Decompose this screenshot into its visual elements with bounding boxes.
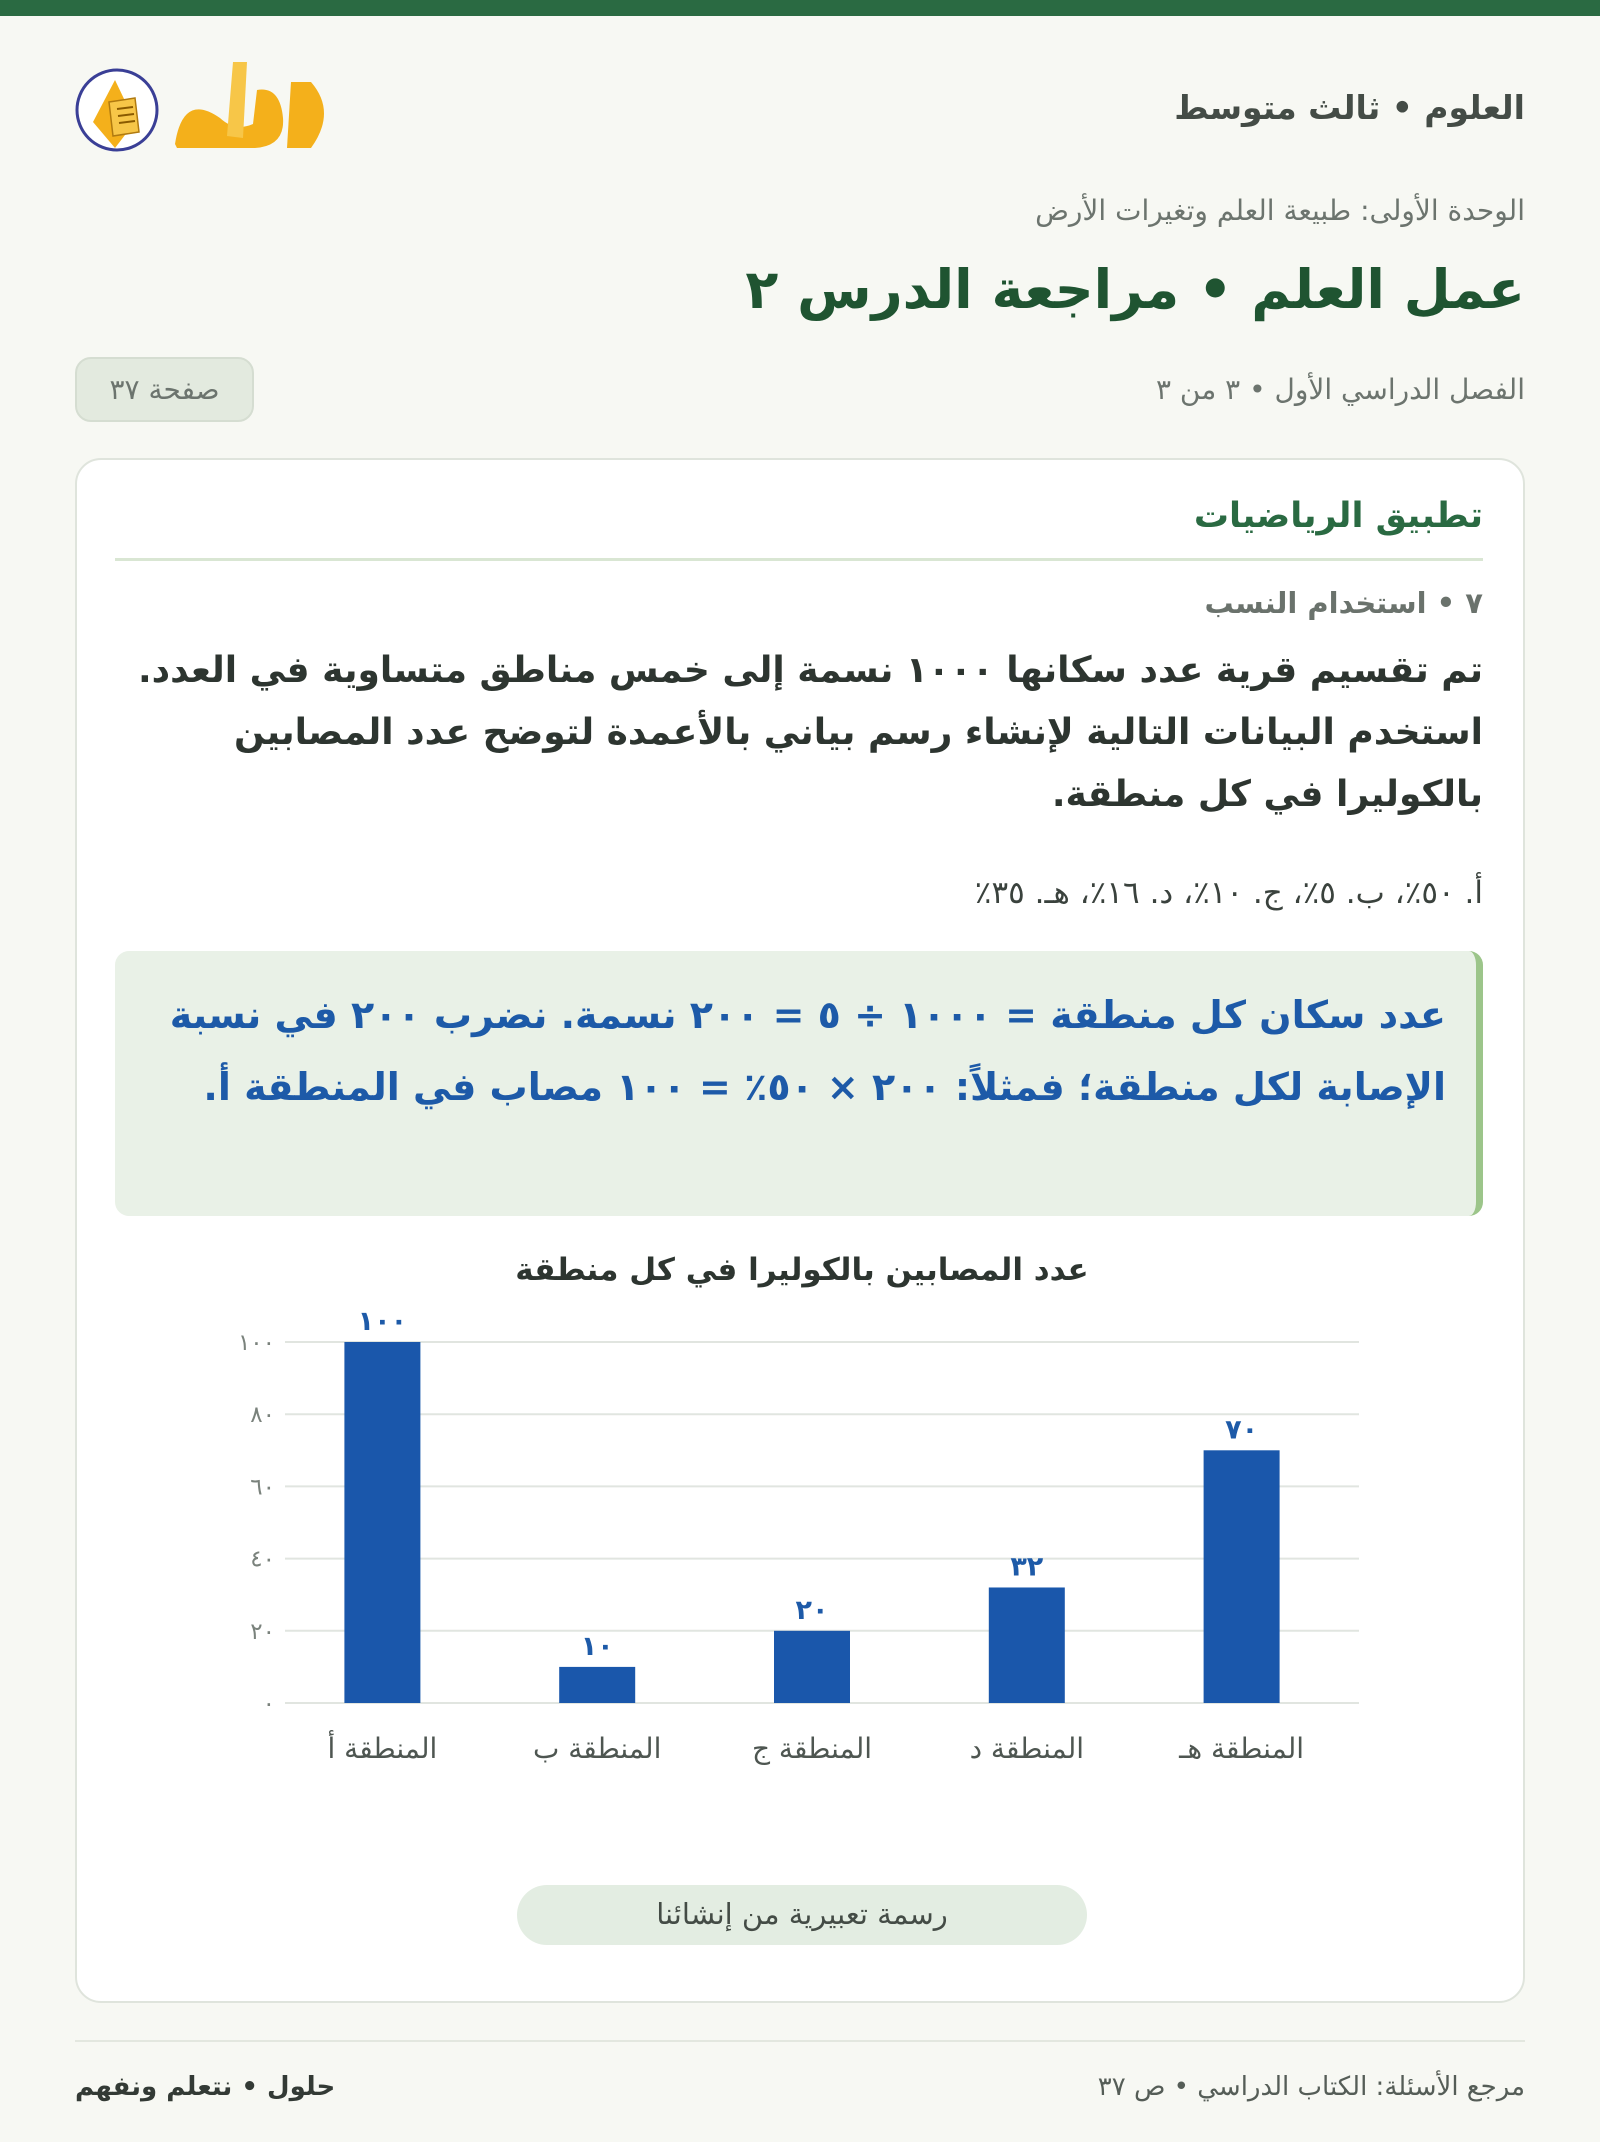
bar-value-label: ٧٠ bbox=[1225, 1414, 1259, 1446]
bar bbox=[989, 1587, 1065, 1703]
hulul-logo[interactable] bbox=[75, 52, 345, 162]
semester-label: الفصل الدراسي الأول • ٣ من ٣ bbox=[1155, 373, 1525, 406]
x-category-label: المنطقة د bbox=[969, 1732, 1085, 1765]
footer-divider bbox=[75, 2040, 1525, 2042]
bar bbox=[559, 1667, 635, 1703]
footer-brand: حلول • نتعلم ونفهم bbox=[75, 2072, 336, 2102]
x-category-label: المنطقة أ bbox=[327, 1732, 438, 1765]
y-tick-label: ٤٠ bbox=[250, 1546, 275, 1573]
page-header bbox=[75, 52, 1525, 162]
top-accent-bar bbox=[0, 0, 1600, 16]
bar-chart bbox=[77, 1230, 1527, 1790]
question-text: تم تقسيم قرية عدد سكانها ١٠٠٠ نسمة إلى خمس مناطق متساوية في العدد. استخدم البيانات التالية لإنشاء رسم بياني بالأعمدة لتوضح عدد المصابين بالكوليرا في كل منطقة. bbox=[137, 650, 1483, 815]
y-tick-label: ١٠٠ bbox=[237, 1330, 275, 1356]
question-label: ٧ • استخدام النسب bbox=[1204, 586, 1483, 620]
chart-caption: رسمة تعبيرية من إنشائنا bbox=[517, 1885, 1087, 1945]
unit-label: الوحدة الأولى: طبيعة العلم وتغيرات الأرض bbox=[1035, 194, 1525, 227]
y-tick-label: ٢٠ bbox=[250, 1618, 275, 1645]
bar-value-label: ٣٢ bbox=[1010, 1551, 1044, 1583]
answer-text: عدد سكان كل منطقة = ١٠٠٠ ÷ ٥ = ٢٠٠ نسمة. نضرب ٢٠٠ في نسبة الإصابة لكل منطقة؛ فمثلاً: ٢٠٠ × ٥٠٪ = ١٠٠ مصاب في المنطقة أ. bbox=[169, 993, 1446, 1109]
bar bbox=[774, 1631, 850, 1703]
bar-value-label: ٢٠ bbox=[795, 1594, 829, 1626]
chart-title: عدد المصابين بالكوليرا في كل منطقة bbox=[515, 1252, 1089, 1288]
card-divider bbox=[115, 558, 1483, 561]
answer-box bbox=[115, 951, 1483, 1216]
y-tick-label: ٨٠ bbox=[250, 1402, 275, 1429]
question-data: أ. ٥٠٪، ب. ٥٪، ج. ١٠٪، د. ١٦٪، هـ. ٣٥٪ bbox=[974, 875, 1483, 911]
y-tick-label: ٦٠ bbox=[250, 1474, 275, 1501]
bar bbox=[1204, 1450, 1280, 1703]
x-category-label: المنطقة هـ bbox=[1179, 1732, 1305, 1765]
x-category-label: المنطقة ج bbox=[751, 1732, 873, 1765]
subject-label: العلوم • ثالث متوسط bbox=[1174, 88, 1525, 127]
bar bbox=[344, 1342, 420, 1703]
y-tick-label: ٠ bbox=[262, 1691, 275, 1717]
card-title: تطبيق الرياضيات bbox=[1193, 496, 1483, 536]
bar-value-label: ١٠٠ bbox=[357, 1306, 408, 1337]
question-card bbox=[75, 458, 1525, 2003]
footer-reference: مرجع الأسئلة: الكتاب الدراسي • ص ٣٧ bbox=[1097, 2072, 1525, 2102]
bar-value-label: ١٠ bbox=[580, 1630, 614, 1662]
page-title: عمل العلم • مراجعة الدرس ٢ bbox=[745, 258, 1525, 321]
page-number-badge: صفحة ٣٧ bbox=[75, 357, 254, 422]
x-category-label: المنطقة ب bbox=[533, 1732, 662, 1765]
